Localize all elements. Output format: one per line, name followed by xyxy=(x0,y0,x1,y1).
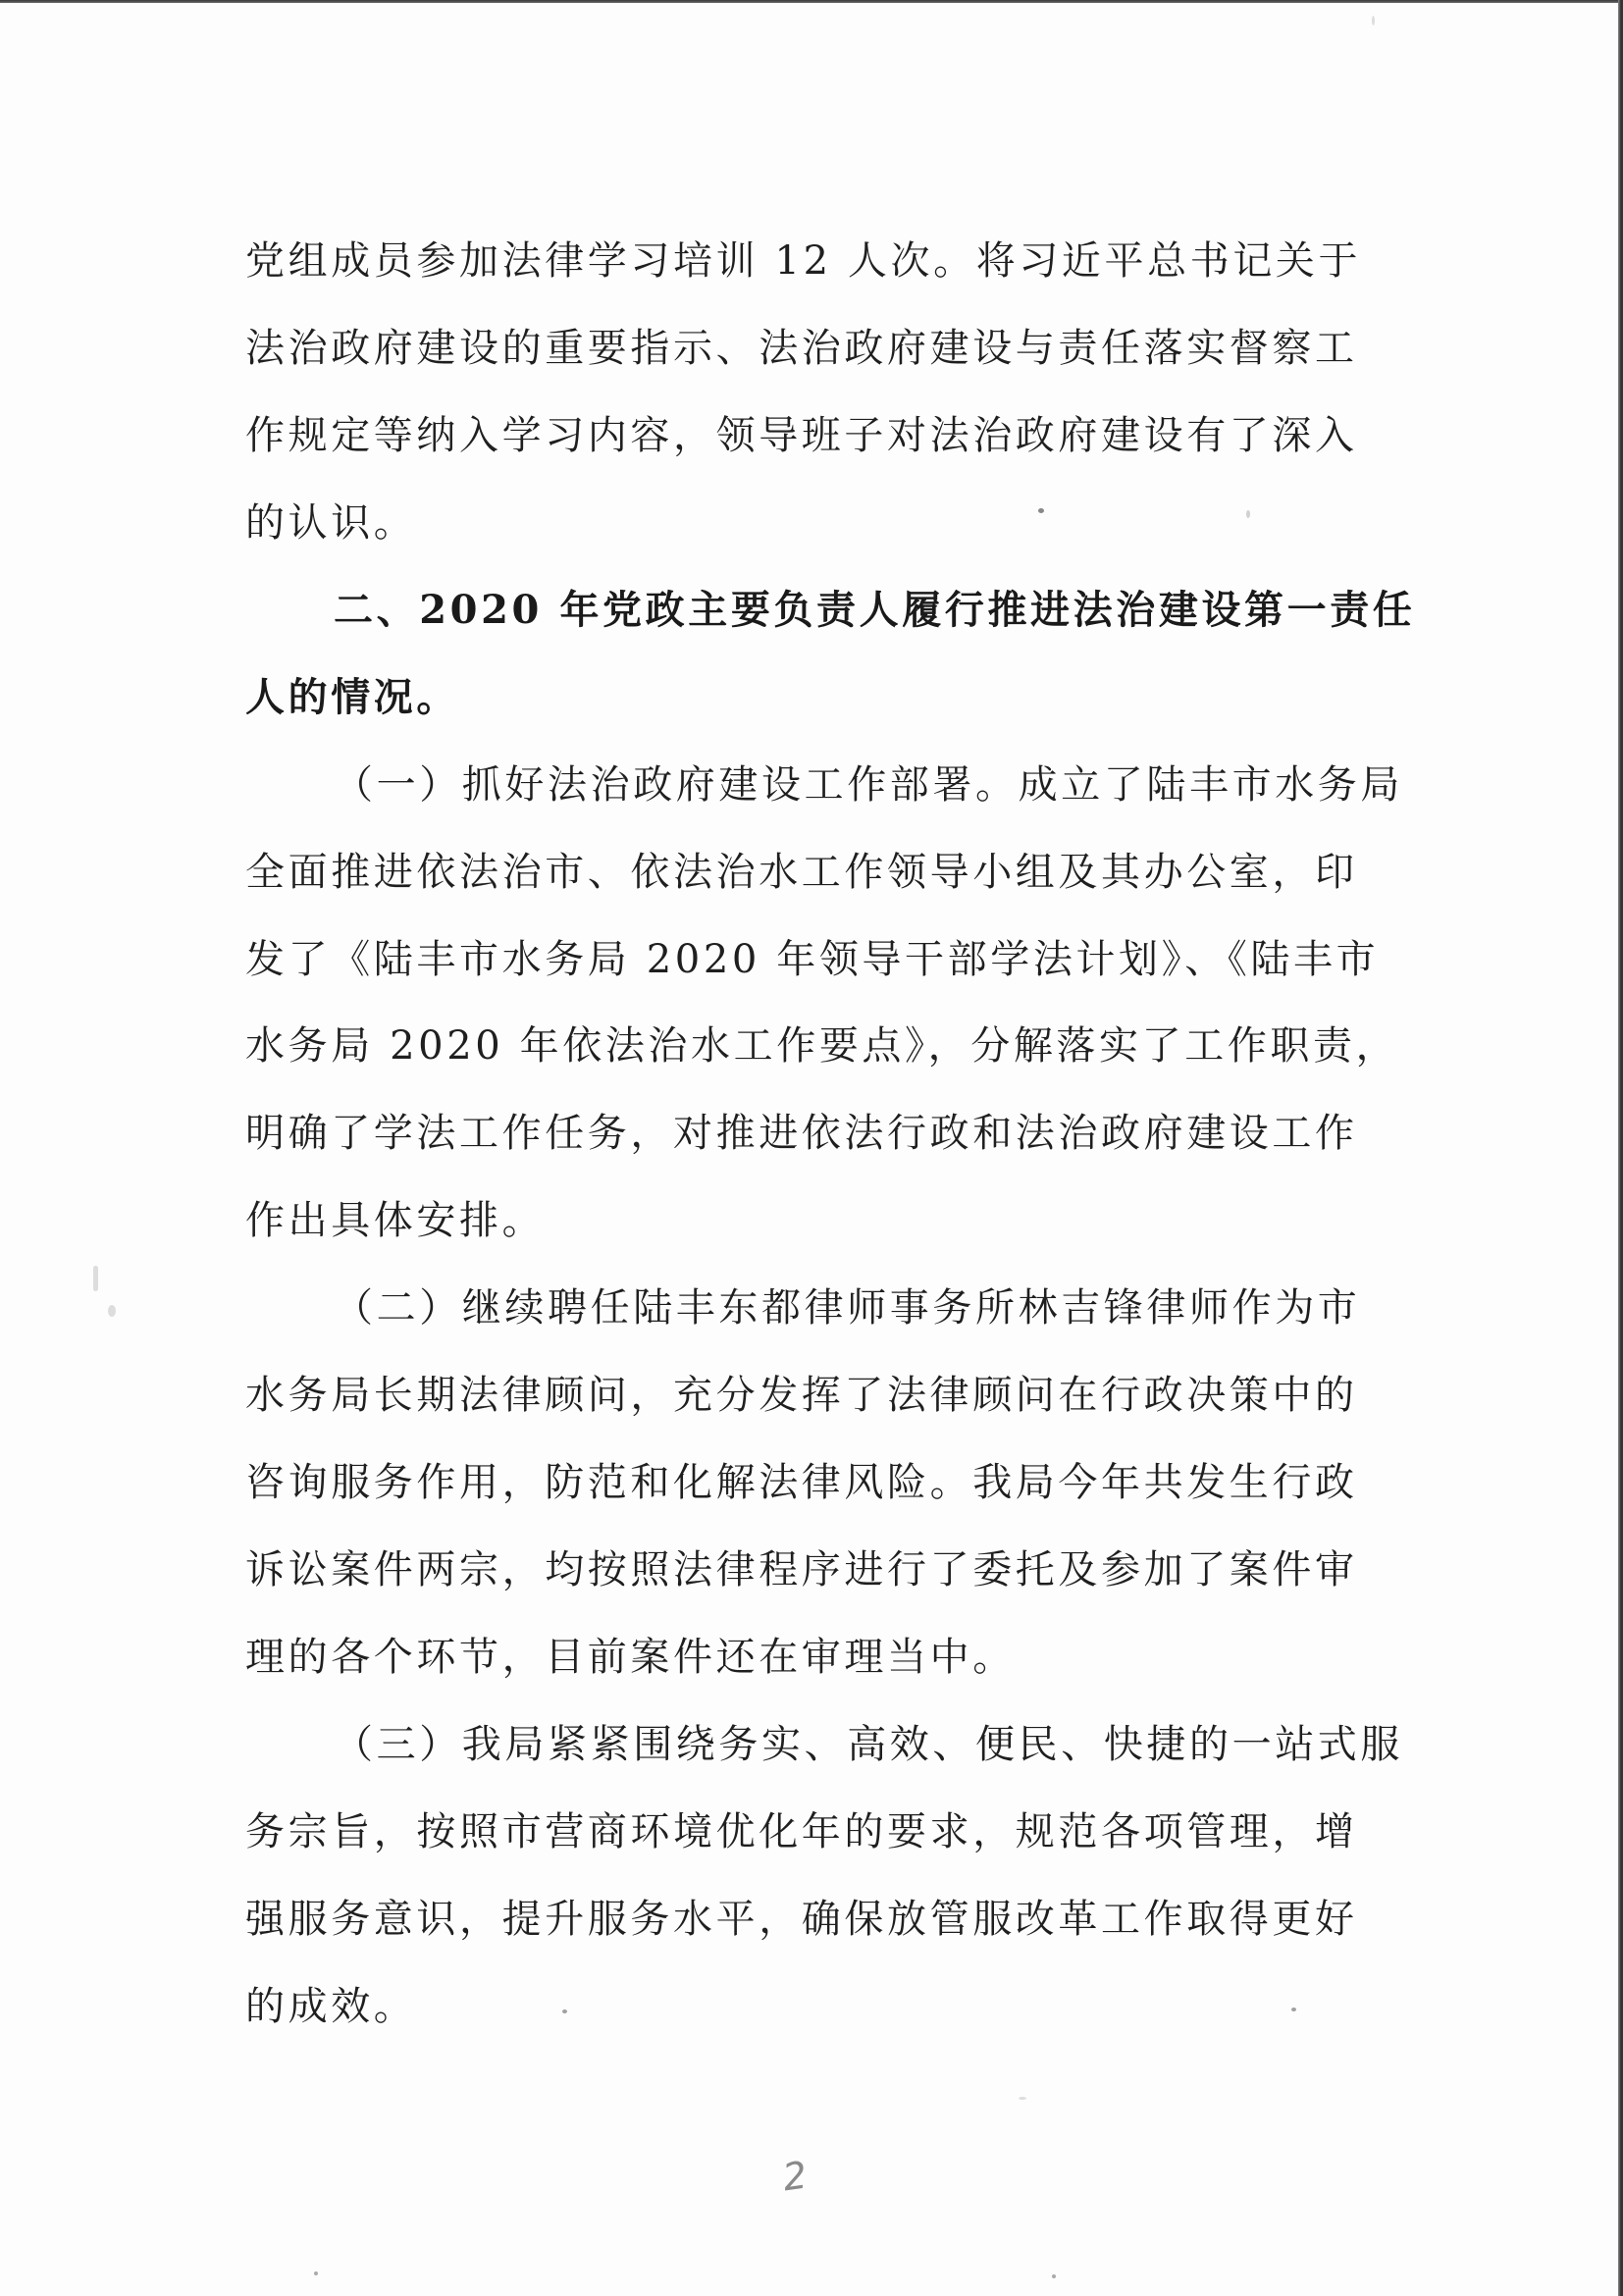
scan-speck xyxy=(1246,510,1250,518)
scan-speck xyxy=(1019,2097,1026,2100)
scan-top-edge xyxy=(0,0,1623,3)
text-line: 水务局 2020 年依法治水工作要点》，分解落实了工作职责， xyxy=(245,1023,1399,1070)
paragraph-start: （一）抓好法治政府建设工作部署。成立了陆丰市水务局 xyxy=(334,761,1403,808)
text-line: 水务局长期法律顾问，充分发挥了法律顾问在行政决策中的 xyxy=(245,1373,1358,1419)
scan-speck xyxy=(314,2271,318,2275)
text-line: 咨询服务作用，防范和化解法律风险。我局今年共发生行政 xyxy=(245,1460,1358,1506)
paragraph-start: （三）我局紧紧围绕务实、高效、便民、快捷的一站式服 xyxy=(334,1721,1403,1767)
text-line: 的成效。 xyxy=(245,1983,417,2029)
page-number: 2 xyxy=(780,2153,811,2200)
scan-right-edge xyxy=(1618,0,1623,2296)
scan-speck xyxy=(108,1305,116,1317)
text-line: 法治政府建设的重要指示、法治政府建设与责任落实督察工 xyxy=(245,325,1358,371)
text-line: 理的各个环节，目前案件还在审理当中。 xyxy=(245,1635,1016,1680)
text-line: 党组成员参加法律学习培训 12 人次。将习近平总书记关于 xyxy=(245,238,1362,284)
scan-speck xyxy=(1291,2008,1296,2011)
scan-speck xyxy=(1372,16,1375,26)
section-heading: 人的情况。 xyxy=(245,673,459,720)
text-line: 强服务意识，提升服务水平，确保放管服改革工作取得更好 xyxy=(245,1896,1358,1942)
text-line: 的认识。 xyxy=(245,499,417,546)
text-line: 诉讼案件两宗，均按照法律程序进行了委托及参加了案件审 xyxy=(245,1547,1358,1593)
scan-speck xyxy=(93,1266,98,1291)
section-heading: 二、2020 年党政主要负责人履行推进法治建设第一责任 xyxy=(334,586,1416,633)
text-line: 作出具体安排。 xyxy=(245,1198,546,1244)
body-text xyxy=(245,218,1416,2051)
text-line: 明确了学法工作任务，对推进依法行政和法治政府建设工作 xyxy=(245,1111,1358,1157)
text-line: 全面推进依法治市、依法治水工作领导小组及其办公室，印 xyxy=(245,849,1358,895)
text-line: 务宗旨，按照市营商环境优化年的要求，规范各项管理，增 xyxy=(245,1808,1358,1854)
text-line: 发了《陆丰市水务局 2020 年领导干部学法计划》、《陆丰市 xyxy=(245,936,1380,982)
scan-speck xyxy=(562,2009,567,2013)
paragraph-start: （二）继续聘任陆丰东都律师事务所林吉锋律师作为市 xyxy=(334,1285,1361,1331)
scan-speck xyxy=(1052,2274,1056,2278)
text-line: 作规定等纳入学习内容，领导班子对法治政府建设有了深入 xyxy=(245,412,1358,458)
scan-speck xyxy=(1038,508,1044,513)
